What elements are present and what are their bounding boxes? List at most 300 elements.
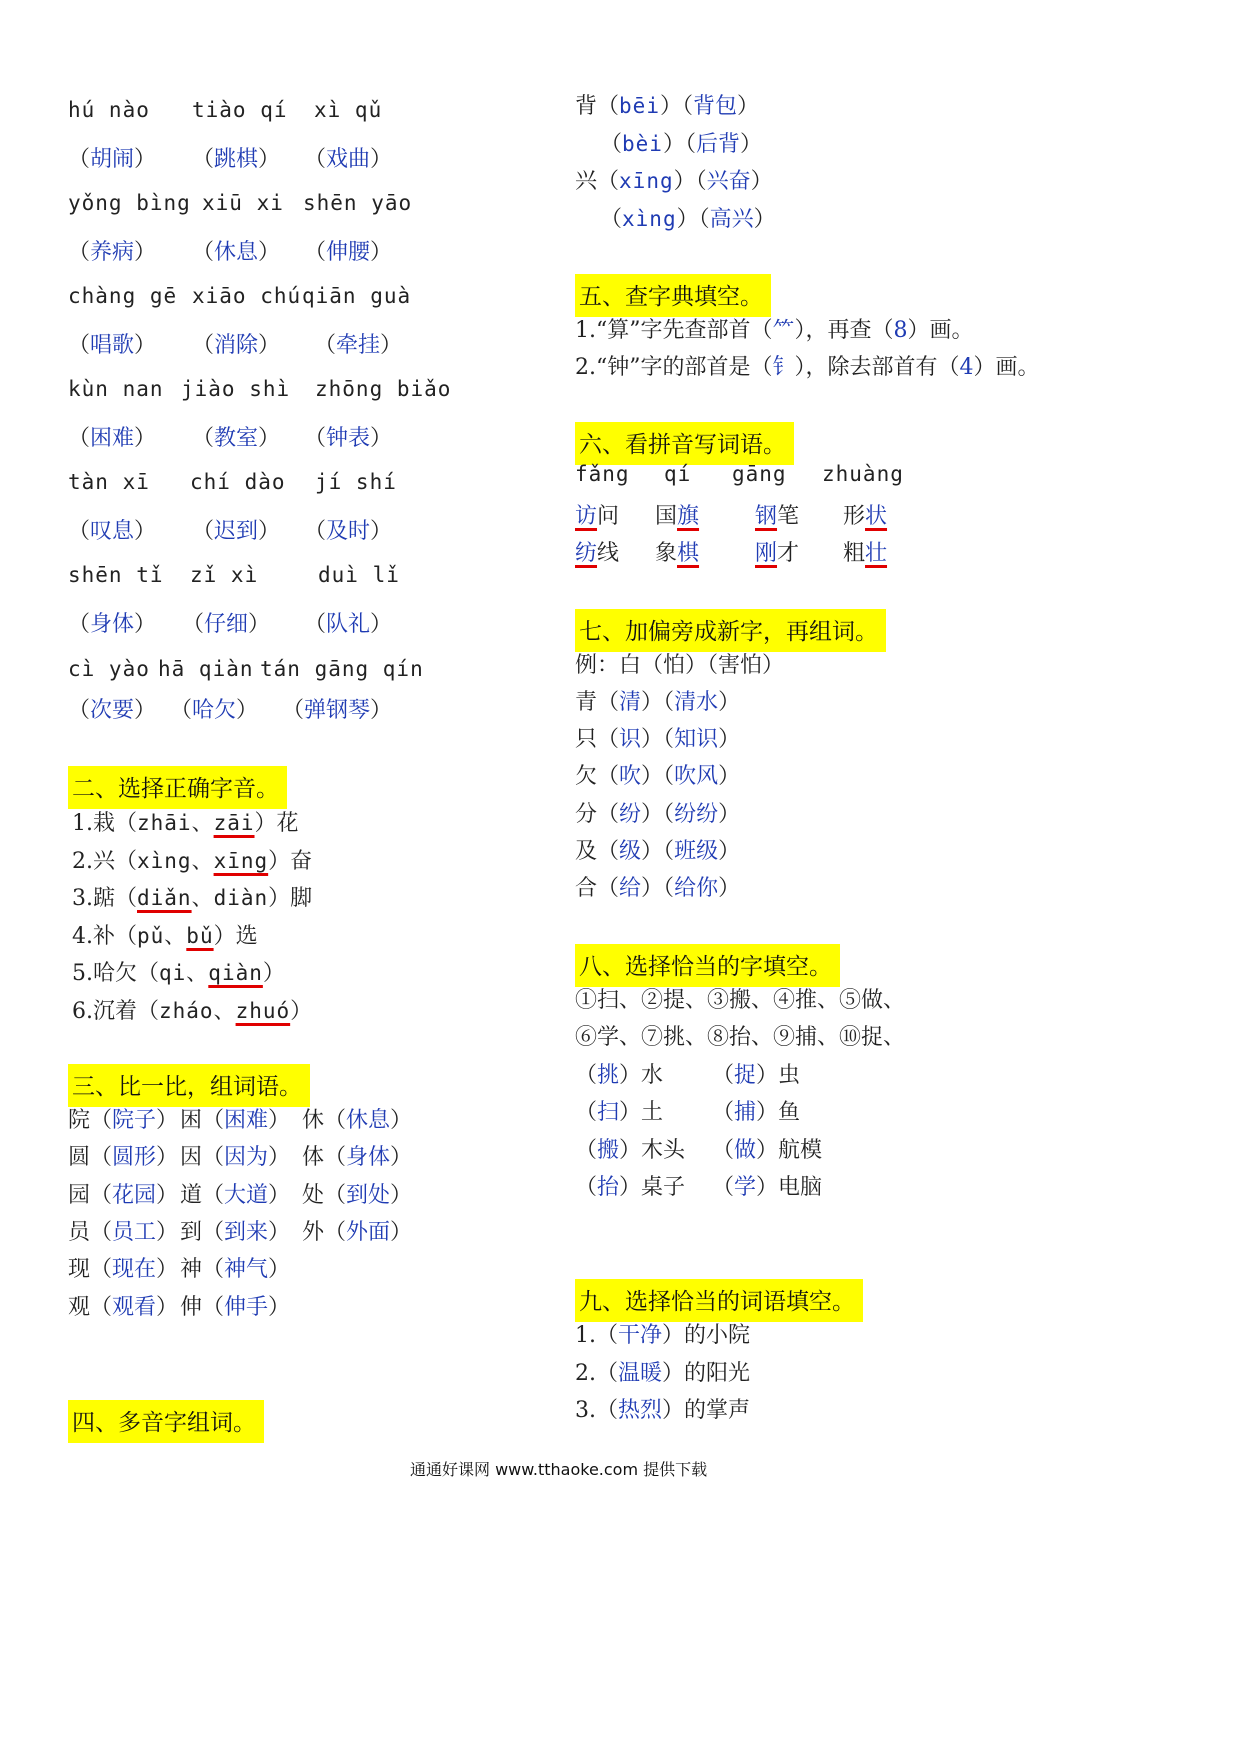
answer-radical: 钅 <box>772 355 795 380</box>
answer-word: 到处 <box>346 1182 391 1208</box>
item-suffix: 木头 <box>641 1137 686 1163</box>
item-prefix: 3.（ <box>575 1398 618 1423</box>
answer-word: 次要 <box>90 698 135 723</box>
paren: （ <box>597 801 620 827</box>
answer-word: 知识 <box>674 727 719 753</box>
radical-item <box>575 759 740 790</box>
paren: （ <box>304 426 327 451</box>
pinyin-prompt: duì lǐ <box>318 563 400 587</box>
paren: ） <box>718 838 741 864</box>
paren: （ <box>597 876 620 901</box>
phrase-item <box>575 1393 750 1424</box>
word-char: 旗 <box>677 504 700 529</box>
paren: ）（ <box>641 764 675 790</box>
paren: ） <box>248 612 271 637</box>
item-suffix: ） <box>290 998 313 1024</box>
paren: ）（ <box>641 727 675 753</box>
options-line: ①扫、②提、③搬、④推、⑤做、 <box>575 988 906 1013</box>
answer-word: 休息 <box>346 1108 391 1133</box>
paren: ） <box>268 1145 291 1171</box>
compare-pair <box>180 1252 290 1283</box>
answer-word: 跳棋 <box>214 147 259 172</box>
answer-word: 叹息 <box>90 519 135 544</box>
answer-word: 哈欠 <box>192 698 237 723</box>
word-answer <box>304 514 392 545</box>
answer-word: 消除 <box>214 333 259 358</box>
compare-pair <box>180 1215 290 1246</box>
paren: （ <box>202 1257 225 1283</box>
paren: ） <box>134 519 157 544</box>
answer-char: 挑 <box>597 1063 620 1088</box>
paren: （ <box>90 1182 113 1208</box>
item-suffix: ）选 <box>213 923 258 949</box>
pinyin-prompt: qí <box>664 462 692 486</box>
pinyin-prompt: yǒng bìng <box>68 191 191 215</box>
paren: （ <box>597 690 620 715</box>
answer-word: 身体 <box>90 612 135 637</box>
word-answer <box>68 607 156 638</box>
paren: ） <box>756 1100 779 1126</box>
answer-word: 给你 <box>674 876 719 901</box>
word-char: 国 <box>655 504 678 529</box>
fill-item <box>712 1095 800 1126</box>
item-prefix: 2.（ <box>575 1360 618 1386</box>
word-answer <box>304 142 392 173</box>
fill-item <box>712 1170 822 1201</box>
paren: ） <box>718 764 741 790</box>
paren: ） <box>750 169 773 194</box>
polyphone-item <box>575 89 759 120</box>
polyphone-char: 背 <box>575 94 598 119</box>
item-suffix: 航模 <box>778 1137 823 1163</box>
item-suffix: 鱼 <box>778 1100 801 1126</box>
section-title: 四、多音字组词。 <box>68 1400 264 1443</box>
paren: ） <box>134 426 157 451</box>
section-title: 九、选择恰当的词语填空。 <box>575 1279 863 1322</box>
answer-word: 戏曲 <box>326 147 371 172</box>
pinyin-option: bǔ <box>186 923 214 948</box>
item-suffix: ）画。 <box>907 318 974 343</box>
answer-word: 因为 <box>224 1145 269 1171</box>
item-prefix: 1.“算”字先查部首（ <box>575 318 773 343</box>
paren: （ <box>597 169 620 194</box>
paren: ） <box>370 698 393 723</box>
item-suffix: 虫 <box>778 1063 801 1088</box>
written-word <box>755 499 799 530</box>
answer-word: 后背 <box>695 131 740 157</box>
paren: （ <box>304 147 327 172</box>
base-char: 现 <box>68 1257 91 1283</box>
pronunciation-item <box>72 956 285 987</box>
pronunciation-item <box>72 919 258 950</box>
answer-word: 院子 <box>112 1108 157 1133</box>
pinyin-option: zháo、 <box>159 998 236 1023</box>
paren: ）（ <box>641 801 675 827</box>
paren: （ <box>282 698 305 723</box>
word-char: 钢 <box>755 504 778 529</box>
item-prefix: 6.沉着（ <box>72 998 159 1024</box>
item-middle: ），再查（ <box>794 318 894 343</box>
paren: （ <box>68 612 91 637</box>
answer-word: 仔细 <box>204 612 249 637</box>
polyphone-char: 兴 <box>575 169 598 194</box>
section-title: 五、查字典填空。 <box>575 274 771 317</box>
answer-word: 花园 <box>112 1182 157 1208</box>
pinyin-prompt: chàng gē <box>68 284 178 308</box>
paren: ）（ <box>659 94 693 119</box>
paren: ） <box>258 147 281 172</box>
pronunciation-item <box>72 994 312 1025</box>
pronunciation-item <box>72 881 312 912</box>
base-char: 观 <box>68 1294 91 1320</box>
paren: （ <box>68 698 91 723</box>
answer-word: 观看 <box>112 1294 157 1320</box>
answer-word: 困难 <box>224 1108 269 1133</box>
paren: ） <box>370 147 393 172</box>
paren: （ <box>90 1145 113 1171</box>
polyphone-item <box>575 164 773 195</box>
written-word <box>755 536 799 567</box>
answer-word: 钟表 <box>326 426 371 451</box>
polyphone-item <box>600 127 762 158</box>
word-answer <box>192 235 280 266</box>
word-answer <box>192 142 280 173</box>
base-char: 欠 <box>575 764 598 790</box>
compare-pair <box>302 1140 412 1171</box>
paren: ） <box>756 1137 779 1163</box>
answer-pinyin: xīng <box>619 169 674 193</box>
dictionary-item <box>575 313 974 344</box>
paren: ） <box>134 333 157 358</box>
paren: （ <box>192 147 215 172</box>
item-middle: ），除去部首有（ <box>794 355 960 380</box>
pinyin-option: zhuó <box>235 998 291 1023</box>
paren: （ <box>192 426 215 451</box>
base-char: 及 <box>575 838 598 864</box>
answer-strokes: 4 <box>959 355 974 380</box>
base-char: 圆 <box>68 1145 91 1171</box>
base-char: 外 <box>302 1219 325 1245</box>
compare-pair <box>180 1290 290 1321</box>
paren: （ <box>90 1219 113 1245</box>
base-char: 院 <box>68 1108 91 1133</box>
section-title: 七、加偏旁成新字，再组词。 <box>575 609 886 652</box>
compare-pair <box>68 1103 178 1134</box>
paren: ）（ <box>676 206 710 232</box>
paren: ） <box>134 612 157 637</box>
answer-word: 员工 <box>112 1219 157 1245</box>
pinyin-option: qi、 <box>159 961 209 985</box>
paren: （ <box>90 1108 113 1133</box>
pinyin-prompt: xiū xi <box>202 191 284 215</box>
pinyin-prompt: tàn xī <box>68 470 150 494</box>
paren: （ <box>202 1108 225 1133</box>
paren: （ <box>324 1108 347 1133</box>
pinyin-prompt: zǐ xì <box>190 563 259 587</box>
pinyin-option: zhāi、 <box>137 811 214 835</box>
compare-pair <box>68 1290 178 1321</box>
paren: ） <box>134 698 157 723</box>
paren: ） <box>156 1257 179 1283</box>
word-answer <box>192 328 280 359</box>
paren: ） <box>156 1182 179 1208</box>
paren: ） <box>236 698 259 723</box>
base-char: 员 <box>68 1219 91 1245</box>
word-answer <box>304 235 392 266</box>
paren: （ <box>202 1294 225 1320</box>
paren: ） <box>258 240 281 265</box>
compare-pair <box>180 1178 290 1209</box>
pinyin-option: 、diàn <box>191 886 269 910</box>
paren: （ <box>575 1100 598 1126</box>
item-suffix: 土 <box>641 1100 664 1126</box>
pinyin-option: zāi <box>213 811 255 835</box>
answer-word: 伸手 <box>224 1294 269 1320</box>
word-char: 壮 <box>865 541 888 566</box>
paren: （ <box>597 727 620 753</box>
pinyin-prompt: jiào shì <box>181 377 291 401</box>
pinyin-option: xìng、 <box>137 848 214 873</box>
paren: ）（ <box>641 838 675 864</box>
paren: ） <box>718 727 741 753</box>
word-char: 才 <box>777 541 800 566</box>
answer-word: 热烈 <box>618 1398 663 1423</box>
pinyin-prompt: shēn yāo <box>303 191 413 215</box>
answer-radical: ⺮ <box>772 318 795 343</box>
answer-char: 纷 <box>619 801 642 827</box>
section-title: 六、看拼音写词语。 <box>575 422 794 465</box>
dictionary-item <box>575 350 1040 381</box>
paren: （ <box>712 1063 735 1088</box>
paren: ） <box>756 1174 779 1200</box>
word-char: 笔 <box>777 504 800 529</box>
compare-pair <box>302 1215 412 1246</box>
paren: （ <box>68 240 91 265</box>
word-answer <box>68 514 156 545</box>
answer-word: 唱歌 <box>90 333 135 358</box>
word-char: 形 <box>843 504 866 529</box>
paren: （ <box>304 612 327 637</box>
paren: （ <box>314 333 337 358</box>
pinyin-prompt: zhōng biǎo <box>315 377 452 401</box>
paren: ） <box>258 519 281 544</box>
paren: （ <box>192 333 215 358</box>
paren: （ <box>68 333 91 358</box>
word-answer <box>282 693 392 724</box>
compare-pair <box>68 1178 178 1209</box>
pinyin-prompt: gāng <box>732 462 787 486</box>
paren: （ <box>597 94 620 119</box>
word-answer <box>192 421 280 452</box>
answer-char: 抬 <box>597 1174 620 1200</box>
written-word <box>575 499 619 530</box>
item-prefix: 2.兴（ <box>72 848 137 874</box>
pinyin-prompt: chí dào <box>190 470 286 494</box>
written-word <box>655 536 699 567</box>
item-suffix: ） <box>262 961 285 986</box>
paren: ） <box>718 876 741 901</box>
answer-word: 温暖 <box>618 1360 663 1386</box>
answer-word: 外面 <box>346 1219 391 1245</box>
word-char: 访 <box>575 504 598 529</box>
base-char: 青 <box>575 690 598 715</box>
paren: ） <box>619 1174 642 1200</box>
answer-word: 养病 <box>90 240 135 265</box>
item-suffix: ）奋 <box>268 848 313 874</box>
item-prefix: 1.（ <box>575 1323 618 1348</box>
paren: （ <box>68 426 91 451</box>
paren: ） <box>390 1145 413 1171</box>
section-title: 三、比一比，组词语。 <box>68 1064 310 1107</box>
section-title: 八、选择恰当的字填空。 <box>575 944 840 987</box>
paren: ） <box>268 1219 291 1245</box>
word-char: 纺 <box>575 541 598 566</box>
pinyin-option: diǎn <box>137 886 192 910</box>
pinyin-option: xīng <box>213 848 269 873</box>
item-prefix: 1.栽（ <box>72 811 137 836</box>
paren: （ <box>202 1182 225 1208</box>
written-word <box>843 536 887 567</box>
base-char: 休 <box>302 1108 325 1133</box>
fill-item <box>575 1133 685 1164</box>
pinyin-prompt: tiào qí <box>192 98 288 122</box>
base-char: 伸 <box>180 1294 203 1320</box>
paren: ）（ <box>641 876 675 901</box>
paren: ） <box>134 240 157 265</box>
pinyin-prompt: kùn nan <box>68 377 164 401</box>
item-prefix: 3.踮（ <box>72 886 137 911</box>
word-answer <box>192 514 280 545</box>
paren: ） <box>390 1182 413 1208</box>
paren: （ <box>575 1137 598 1163</box>
answer-word: 大道 <box>224 1182 269 1208</box>
pinyin-prompt: jí shí <box>315 470 397 494</box>
answer-word: 圆形 <box>112 1145 157 1171</box>
item-prefix: 2.“钟”字的部首是（ <box>575 355 773 380</box>
paren: （ <box>202 1145 225 1171</box>
paren: （ <box>600 131 623 157</box>
word-answer <box>68 328 156 359</box>
item-suffix: ）脚 <box>268 886 313 911</box>
radical-item <box>575 871 740 902</box>
answer-word: 身体 <box>346 1145 391 1171</box>
answer-pinyin: bēi <box>619 94 660 118</box>
answer-word: 纷纷 <box>674 801 719 827</box>
answer-word: 现在 <box>112 1257 157 1283</box>
paren: （ <box>712 1100 735 1126</box>
word-char: 状 <box>865 504 888 529</box>
paren: ） <box>370 612 393 637</box>
radical-item <box>575 685 740 716</box>
paren: ） <box>370 519 393 544</box>
paren: ） <box>258 333 281 358</box>
answer-word: 到来 <box>224 1219 269 1245</box>
paren: ） <box>739 131 762 157</box>
word-char: 问 <box>597 504 620 529</box>
word-char: 棋 <box>677 541 700 566</box>
base-char: 神 <box>180 1257 203 1283</box>
base-char: 体 <box>302 1145 325 1171</box>
item-suffix: ）画。 <box>973 355 1040 380</box>
pinyin-prompt: xì qǔ <box>314 98 383 122</box>
paren: ） <box>370 240 393 265</box>
answer-word: 弹钢琴 <box>304 698 371 723</box>
item-suffix: 电脑 <box>778 1174 823 1200</box>
item-prefix: 4.补（ <box>72 923 137 949</box>
compare-pair <box>302 1103 412 1134</box>
answer-char: 搬 <box>597 1137 620 1163</box>
compare-pair <box>68 1140 178 1171</box>
pinyin-prompt: cì yào <box>68 657 150 681</box>
answer-word: 及时 <box>326 519 371 544</box>
paren: （ <box>324 1219 347 1245</box>
paren: ） <box>258 426 281 451</box>
written-word <box>843 499 887 530</box>
word-answer <box>304 421 392 452</box>
answer-word: 伸腰 <box>326 240 371 265</box>
paren: （ <box>597 764 620 790</box>
paren: （ <box>202 1219 225 1245</box>
answer-char: 捉 <box>734 1063 757 1088</box>
paren: （ <box>575 1174 598 1200</box>
answer-word: 班级 <box>674 838 719 864</box>
radical-item <box>575 797 740 828</box>
paren: ）（ <box>641 690 675 715</box>
answer-word: 高兴 <box>709 206 754 232</box>
answer-pinyin: xìng <box>622 206 677 231</box>
base-char: 园 <box>68 1182 91 1208</box>
paren: ） <box>737 94 760 119</box>
paren: ） <box>156 1294 179 1320</box>
word-answer <box>68 421 156 452</box>
pinyin-prompt: zhuàng <box>822 462 904 486</box>
example-line: 例：白（怕）（害怕） <box>575 653 785 678</box>
paren: （ <box>597 838 620 864</box>
fill-item <box>575 1058 663 1089</box>
paren: （ <box>304 519 327 544</box>
options-line: ⑥学、⑦挑、⑧抬、⑨捕、⑩捉、 <box>575 1025 906 1050</box>
answer-word: 胡闹 <box>90 147 135 172</box>
paren: ） <box>619 1063 642 1088</box>
word-char: 象 <box>655 541 678 566</box>
paren: （ <box>192 240 215 265</box>
fill-item <box>712 1133 822 1164</box>
word-answer <box>304 607 392 638</box>
paren: ） <box>268 1182 291 1208</box>
answer-word: 背包 <box>692 94 737 119</box>
paren: ） <box>156 1108 179 1133</box>
answer-char: 捕 <box>734 1100 757 1126</box>
pronunciation-item <box>72 806 299 837</box>
paren: （ <box>68 147 91 172</box>
paren: ） <box>134 147 157 172</box>
pinyin-prompt: shēn tǐ <box>68 563 164 587</box>
written-word <box>575 536 619 567</box>
answer-word: 教室 <box>214 426 259 451</box>
paren: （ <box>192 519 215 544</box>
word-char: 粗 <box>843 541 866 566</box>
compare-pair <box>180 1103 290 1134</box>
answer-char: 识 <box>619 727 642 753</box>
paren: （ <box>90 1294 113 1320</box>
answer-word: 清水 <box>674 690 719 715</box>
answer-char: 扫 <box>597 1100 620 1126</box>
paren: ） <box>619 1137 642 1163</box>
paren: ） <box>156 1219 179 1245</box>
base-char: 只 <box>575 727 598 753</box>
answer-char: 给 <box>619 876 642 901</box>
fill-item <box>712 1058 800 1089</box>
